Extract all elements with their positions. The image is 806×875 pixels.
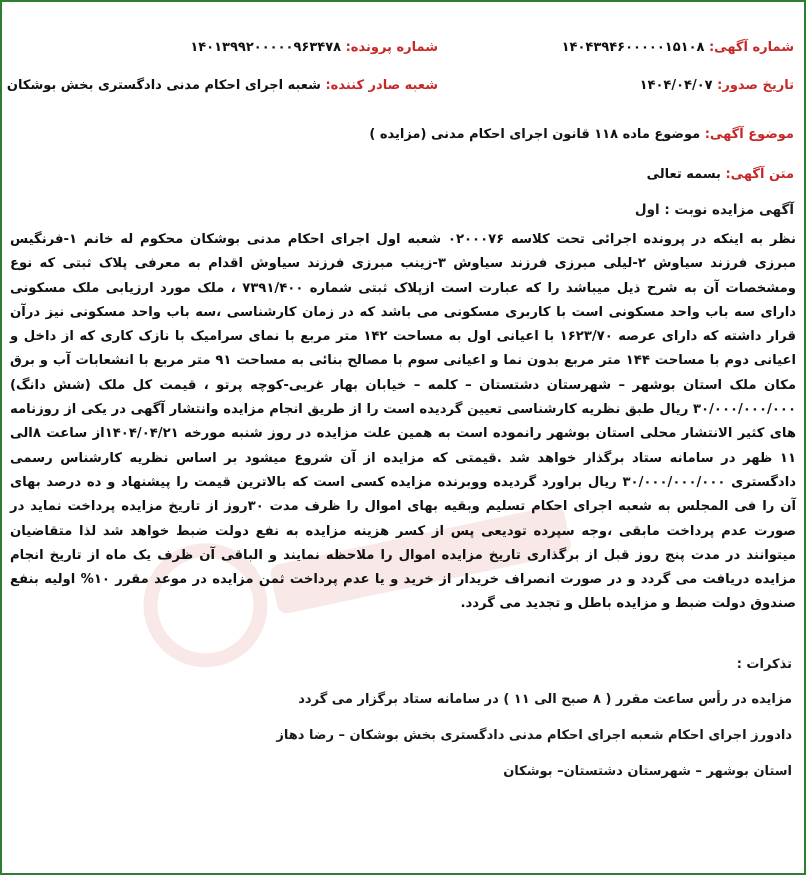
notice-document (2, 2, 804, 873)
notes-label: تذکرات : (736, 657, 792, 672)
notice-subject (369, 127, 794, 142)
issuer (7, 78, 438, 93)
issue-date-value: ۱۴۰۴/۰۴/۰۷ (639, 78, 713, 93)
subject-value: موضوع ماده ۱۱۸ قانون اجرای احکام مدنی (مزایده ) (369, 127, 701, 142)
case-number-value: ۱۴۰۱۳۹۹۲۰۰۰۰۰۹۶۳۴۷۸ (190, 40, 342, 55)
notice-number-label: شماره آگهی: (708, 40, 794, 55)
subject-label: موضوع آگهی: (704, 127, 794, 142)
note-item: دادورز اجرای احکام شعبه اجرای احکام مدنی دادگستری بخش بوشکان – رضا دهاز (276, 728, 792, 743)
note-item: استان بوشهر – شهرستان دشتستان– بوشکان (503, 764, 792, 779)
notice-number (562, 40, 794, 55)
basmala: بسمه تعالی (646, 167, 721, 182)
notice-paragraph: نظر به اینکه در پرونده اجرائی تحت کلاسه ۰۲۰۰۰۷۶ شعبه اول اجرای احکام مدنی بوشکان محکوم له خانم ۱-فرنگیس مبرزی فرزند سیاوش ۲-لیلی مبرزی فرزند سیاوش ۳-زینب مبرزی فرزند سیاوش اقدام به معرفی پلاک ثبتی که نوع ومشخصات آن به شرح ذیل میباشد را که عبارت است ازپلاک ثبتی شماره ۷۳۹۱/۴۰۰ ، ملک مورد ارزیابی ملک مسکونی دارای سه باب واحد مسکونی است با کاربری مسکونی می باشد که در زمان کارشناسی ،سه باب واحد مسکونی نیز درآن قرار داشته که دارای عرصه ۱۶۲۳/۷۰ با اعیانی اول به مساحت ۱۴۲ متر مربع با نمای سرامیک با نازک کاری که از داخل و اعیانی دوم با مساحت ۱۴۴ متر مربع بدون نما و اعیانی سوم با مصالح بنائی به مساحت ۹۱ متر مربع با انشعابات آب و برق مکان ملک استان بوشهر – شهرستان دشتستان – کلمه – خیابان بهار غربی-کوچه پرتو ، قیمت کل ملک (شش دانگ) ۳۰/۰۰۰/۰۰۰/۰۰۰ ریال طبق نظریه کارشناسی تعیین گردیده است را از طریق انجام مزایده وانتشار آگهی در یکی از روزنامه های کثیر الانتشار محلی استان بوشهر رانموده است به همین علت مزایده در روز شنبه مورخه ۱۴۰۴/۰۴/۲۱از ساعت ۸الی ۱۱ ظهر در سامانه ستاد برگذار خواهد شد .قیمتی که مزایده از آن شروع میشود بر اساس نظریه کارشناس رسمی دادگستری ۳۰/۰۰۰/۰۰۰/۰۰۰ ریال براورد گردیده ووبرنده مزایده کسی است که بالاترین قیمت را پیشنهاد و ده درصد بهای آن را فی المجلس به شعبه اجرای احکام تسلیم وبقیه بهای اموال را ظرف مدت ۳۰روز از تاریخ مزایده پرداخت نماید در صورت عدم پرداخت مابقی ،وجه سپرده تودیعی پس از کسر هزینه مزایده به نفع دولت ضبط خواهد شد لذا متقاضیان میتوانند در مدت پنج روز قبل از برگذاری تاریخ مزایده اموال را ملاحظه نمایند و الباقی آن ظرف یک ماه از تاریخ انجام مزایده دریافت می گردد و در صورت انصراف خریدار از خرید و یا عدم پرداخت ثمن مزایده در موعد مقرر ۱۰% اولیه بنفع صندوق دولت ضبط و مزایده باطل و تجدید می گردد. (10, 232, 796, 612)
text-label: متن آگهی: (725, 167, 794, 182)
note-item: مزایده در رأس ساعت مقرر ( ۸ صبح الی ۱۱ ) در سامانه ستاد برگزار می گردد (298, 692, 792, 707)
issue-date (640, 78, 794, 93)
notice-text-header (647, 167, 794, 182)
issuer-value: شعبه اجرای احکام مدنی دادگستری بخش بوشکان (6, 78, 321, 93)
case-number-label: شماره پرونده: (345, 40, 438, 55)
notice-number-value: ۱۴۰۴۳۹۴۶۰۰۰۰۰۱۵۱۰۸ (561, 40, 705, 55)
auction-heading: آگهی مزایده نوبت : اول (634, 202, 794, 218)
case-number (190, 40, 438, 55)
issue-date-label: تاریخ صدور: (717, 78, 794, 93)
issuer-label: شعبه صادر کننده: (325, 78, 438, 93)
